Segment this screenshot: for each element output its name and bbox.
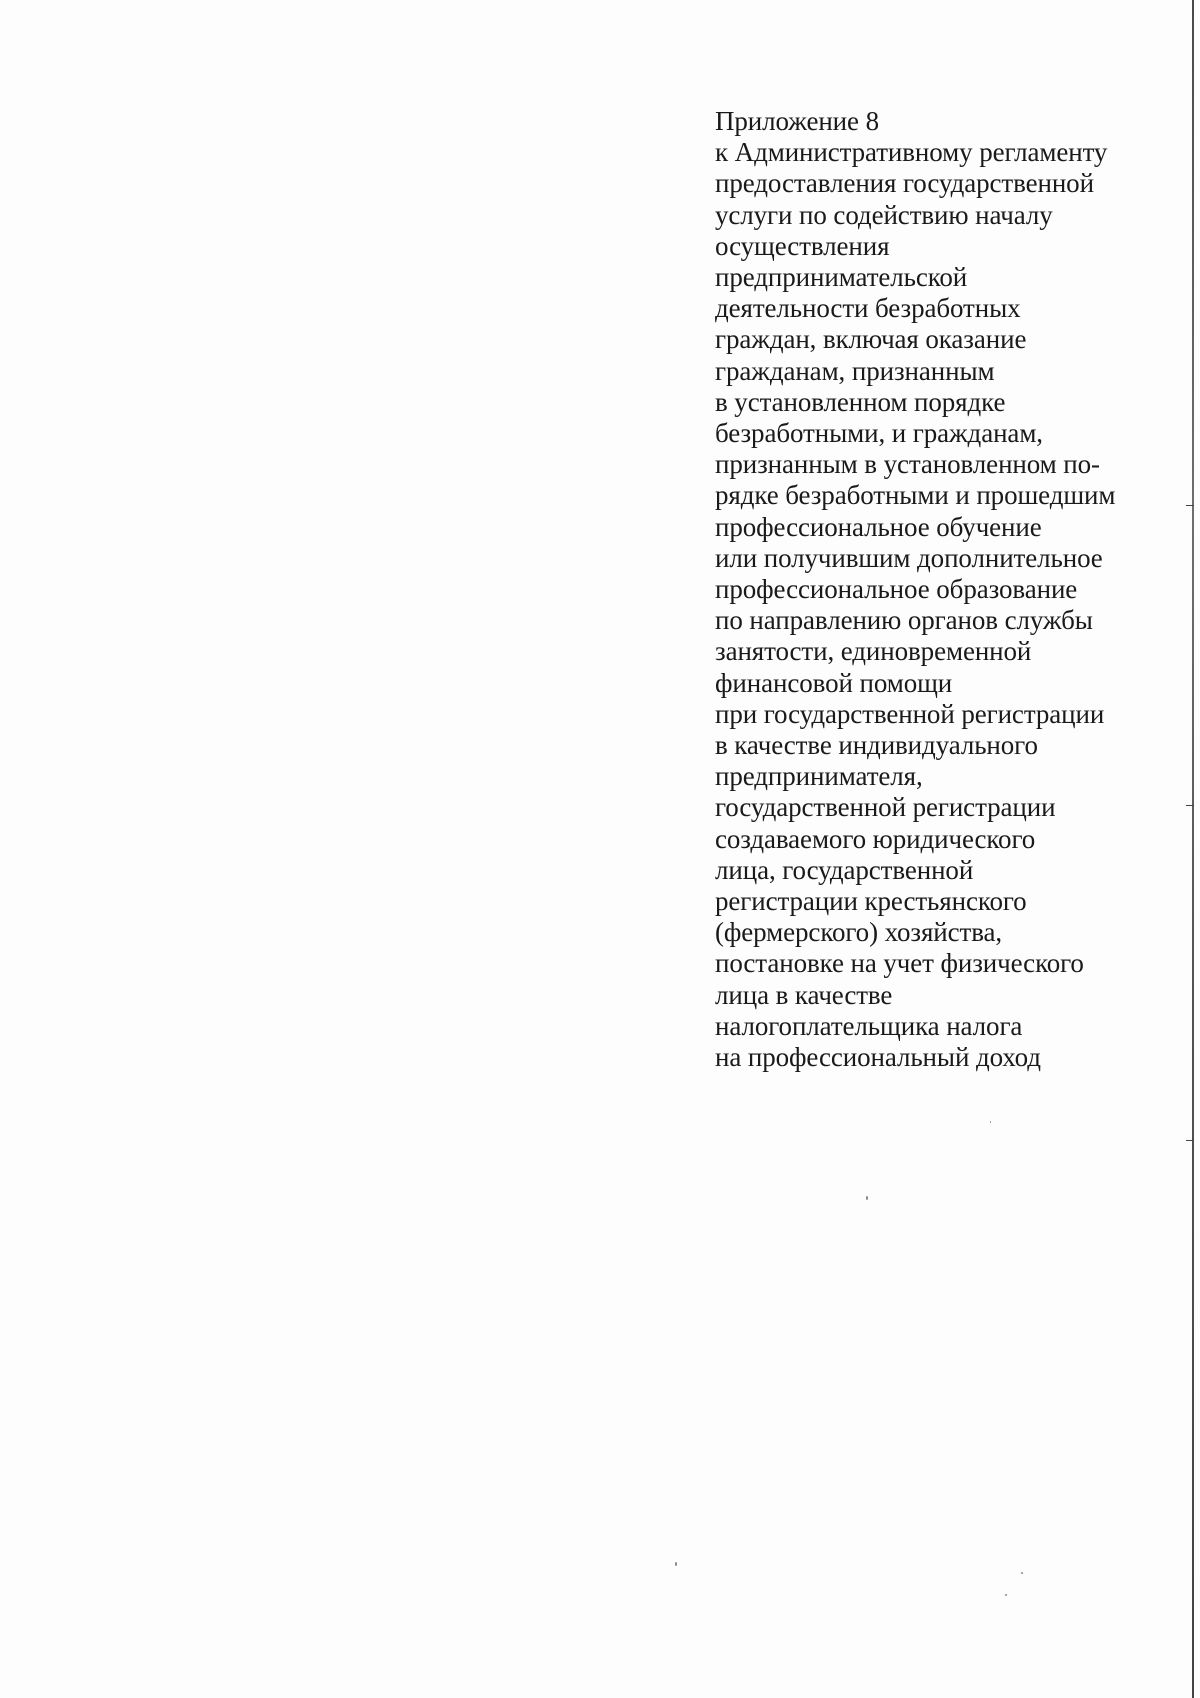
- scan-speck: [1021, 1572, 1023, 1574]
- appendix-line: финансовой помощи: [715, 667, 953, 698]
- appendix-line: создаваемого юридического: [715, 823, 1036, 854]
- appendix-line: или получившим дополнительное: [715, 542, 1103, 573]
- appendix-line: предпринимателя,: [715, 761, 923, 792]
- appendix-line: по направлению органов службы: [715, 605, 1093, 636]
- appendix-line: профессиональное образование: [715, 574, 1078, 605]
- appendix-line: признанным в установленном по-: [715, 449, 1100, 480]
- appendix-line: профессиональное обучение: [715, 511, 1042, 542]
- appendix-line: постановке на учет физического: [715, 948, 1084, 979]
- scan-edge-tick: [1186, 505, 1194, 506]
- scan-speck: [866, 1196, 868, 1200]
- appendix-line: предоставления государственной: [715, 168, 1094, 199]
- appendix-line: осуществления: [715, 230, 890, 261]
- appendix-heading-block: [715, 106, 1155, 1073]
- appendix-line: (фермерского) хозяйства,: [715, 917, 1003, 948]
- appendix-line: налогоплательщика налога: [715, 1010, 1023, 1041]
- appendix-line: занятости, единовременной: [715, 636, 1032, 667]
- appendix-line: при государственной регистрации: [715, 698, 1105, 729]
- scan-speck: [1005, 1594, 1007, 1596]
- appendix-line: безработными, и гражданам,: [715, 418, 1043, 449]
- appendix-line: к Административному регламенту: [715, 137, 1108, 168]
- scan-edge-tick: [1186, 1140, 1194, 1141]
- scan-edge-line: [1192, 0, 1194, 1698]
- appendix-line: в установленном порядке: [715, 386, 1006, 417]
- appendix-line: в качестве индивидуального: [715, 730, 1038, 761]
- appendix-line: на профессиональный доход: [715, 1042, 1041, 1073]
- appendix-line: лица в качестве: [715, 979, 893, 1010]
- scan-speck: [675, 1562, 677, 1566]
- scan-edge-tick: [1186, 805, 1194, 806]
- appendix-line: граждан, включая оказание: [715, 324, 1027, 355]
- appendix-line: лица, государственной: [715, 854, 974, 885]
- appendix-line: государственной регистрации: [715, 792, 1056, 823]
- appendix-title: Приложение 8: [715, 106, 879, 136]
- appendix-line: деятельности безработных: [715, 293, 1021, 324]
- appendix-line: услуги по содействию началу: [715, 199, 1053, 230]
- scan-speck: [990, 1121, 991, 1123]
- appendix-line: гражданам, признанным: [715, 355, 995, 386]
- appendix-line: рядке безработными и прошедшим: [715, 480, 1116, 511]
- appendix-line: предпринимательской: [715, 262, 968, 293]
- appendix-line: регистрации крестьянского: [715, 886, 1027, 917]
